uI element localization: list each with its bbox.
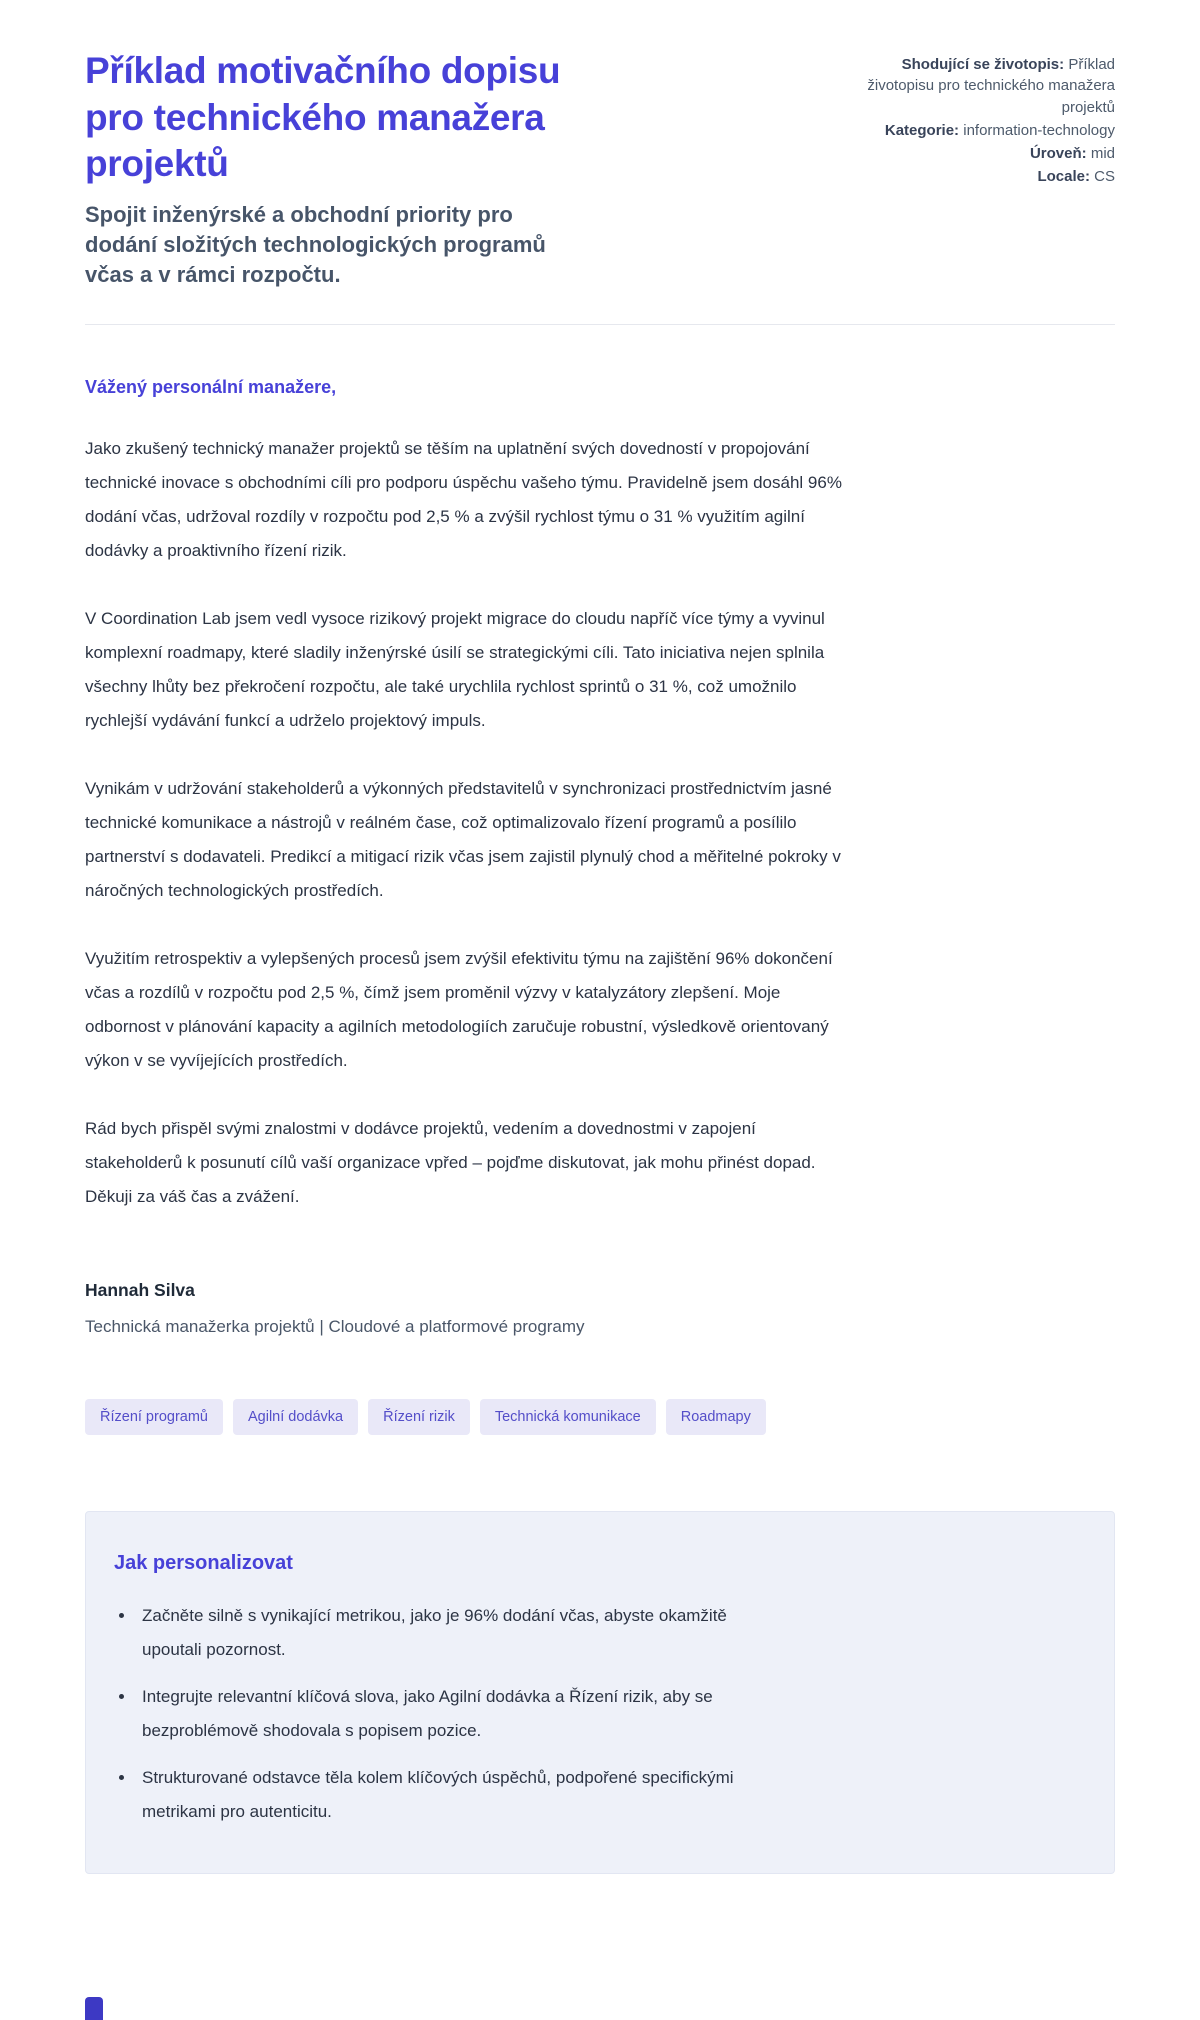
meta-level <box>837 143 1115 164</box>
tag-chip-program-management: Řízení programů <box>85 1399 223 1436</box>
content-container <box>85 0 1115 1874</box>
tips-title: Jak personalizovat <box>114 1552 293 1575</box>
meta-value: information-technology <box>963 121 1115 139</box>
tag-chip-technical-communication: Technická komunikace <box>480 1399 656 1436</box>
personalization-tips-box <box>85 1511 1115 1874</box>
meta-panel <box>837 48 1115 190</box>
title-block <box>85 48 605 290</box>
divider <box>85 324 1115 325</box>
header <box>85 48 1115 290</box>
meta-label: Úroveň: <box>1029 145 1087 163</box>
tag-list <box>85 1399 1115 1436</box>
signature-role: Technická manažerka projektů | Cloudové a platformové programy <box>85 1316 585 1336</box>
tips-list <box>114 1599 790 1829</box>
tag-chip-agile-delivery: Agilní dodávka <box>233 1399 358 1436</box>
meta-value: Příklad životopisu pro technického manažera projektů <box>867 56 1115 116</box>
signature-name: Hannah Silva <box>85 1279 195 1300</box>
greeting: Vážený personální manažere, <box>85 376 337 397</box>
meta-value: CS <box>1094 168 1115 186</box>
next-section-peek <box>85 1997 103 2020</box>
tag-chip-roadmaps: Roadmapy <box>666 1399 766 1436</box>
cover-letter-body <box>85 377 1115 1337</box>
meta-value: mid <box>1090 145 1115 163</box>
tip-item-2: • Integrujte relevantní klíčová slova, jako Agilní dodávka a Řízení rizik, aby se bezproblémově shodovala s popisem pozice. <box>136 1680 790 1748</box>
page-subtitle: Spojit inženýrské a obchodní priority pro dodání složitých technologických programů včas a v rámci rozpočtu. <box>85 201 546 287</box>
letter-paragraph-2: V Coordination Lab jsem vedl vysoce rizikový projekt migrace do cloudu napříč více týmy a vyvinul komplexní roadmapy, které sladily inženýrské úsilí se strategickými cíli. Tato iniciativa nejen splnila všechny lhůty bez překročení rozpočtu, ale také urychlila rychlost sprintů o 31 %, což umožnilo rychlejší vydávání funkcí a udrželo projektový impuls. <box>85 608 825 730</box>
page-title: Příklad motivačního dopisu pro technického manažera projektů <box>85 50 561 185</box>
meta-label: Locale: <box>1037 168 1090 186</box>
letter-paragraph-1: Jako zkušený technický manažer projektů se těším na uplatnění svých dovedností v propojování technické inovace s obchodními cíli pro podporu úspěchu vašeho týmu. Pravidelně jsem dosáhl 96% dodání včas, udržoval rozdíly v rozpočtu pod 2,5 % a zvýšil rychlost týmu o 31 % využitím agilní dodávky a proaktivního řízení rizik. <box>85 438 842 560</box>
letter-paragraph-3: Vynikám v udržování stakeholderů a výkonných představitelů v synchronizaci prostřednictvím jasné technické komunikace a nástrojů v reálném čase, což optimalizovalo řízení programů a posílilo partnerství s dodavateli. Predikcí a mitigací rizik včas jsem zajistil plynulý chod a měřitelné pokroky v náročných technologických prostředích. <box>85 778 841 900</box>
meta-label: Kategorie: <box>884 121 960 139</box>
meta-label: Shodující se životopis: <box>901 56 1065 73</box>
tip-item-1: • Začněte silně s vynikající metrikou, jako je 96% dodání včas, abyste okamžitě upoutali pozornost. <box>136 1599 790 1667</box>
meta-category <box>837 120 1115 141</box>
meta-locale <box>837 166 1115 187</box>
letter-paragraph-4: Využitím retrospektiv a vylepšených procesů jsem zvýšil efektivitu týmu na zajištění 96% dokončení včas a rozdílů v rozpočtu pod 2,5 %, čímž jsem proměnil výzvy v katalyzátory zlepšení. Moje odbornost v plánování kapacity a agilních metodologiích zaručuje robustní, výsledkově orientovaný výkon v se vyvíjejících prostředích. <box>85 948 833 1070</box>
letter-paragraph-5: Rád bych přispěl svými znalostmi v dodávce projektů, vedením a dovednostmi v zapojení stakeholderů k posunutí cílů vaší organizace vpřed – pojďme diskutovat, jak mohu přinést dopad. Děkuji za váš čas a zvážení. <box>85 1118 816 1206</box>
tag-chip-risk-management: Řízení rizik <box>368 1399 470 1436</box>
meta-matching-resume <box>837 54 1115 118</box>
tip-item-3: • Strukturované odstavce těla kolem klíčových úspěchů, podpořené specifickými metrikami pro autenticitu. <box>136 1761 790 1829</box>
